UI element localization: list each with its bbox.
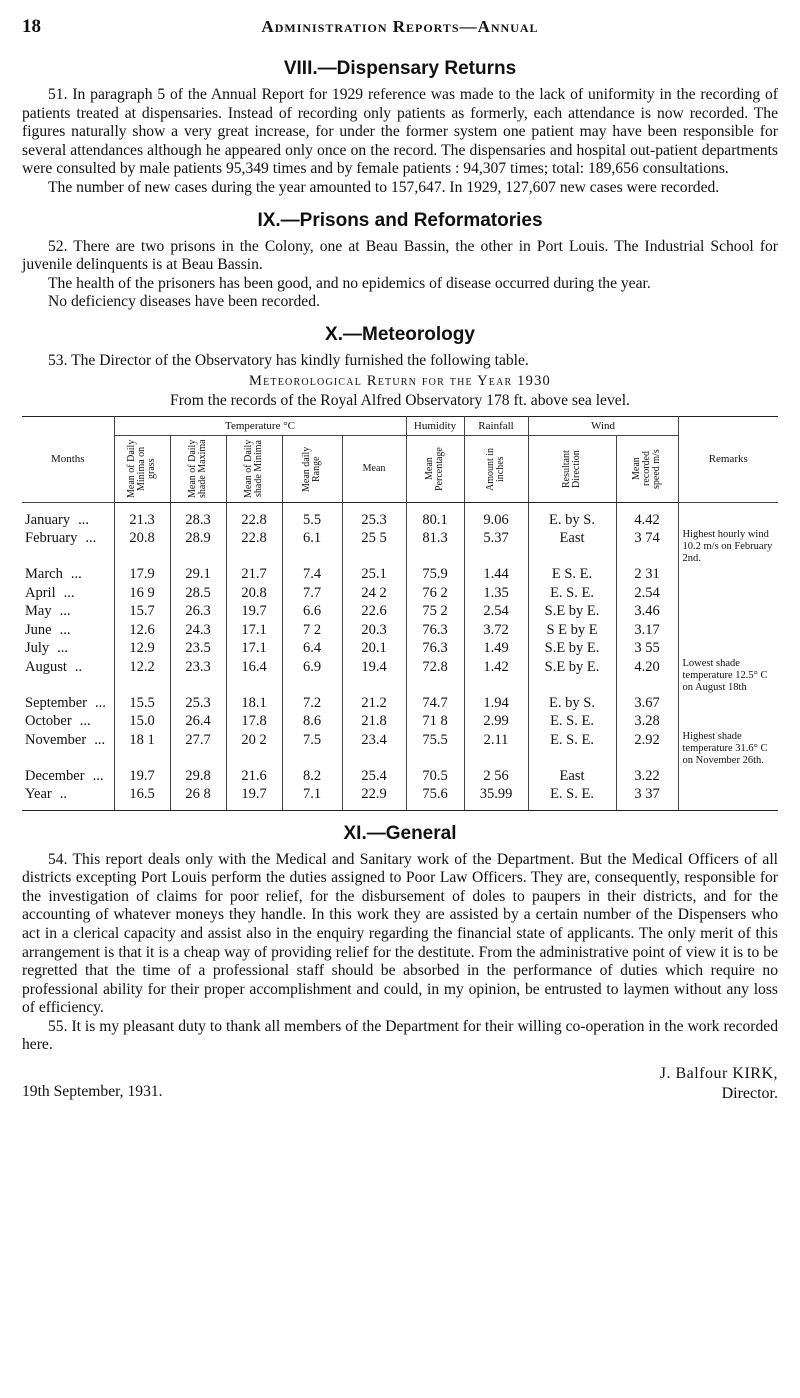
cell-mean-min-shade: 17.8 bbox=[226, 712, 282, 731]
cell-humidity: 71 8 bbox=[406, 712, 464, 731]
col-resultant-direction: Resultant Direction bbox=[528, 435, 616, 502]
cell-mean-min-shade: 22.8 bbox=[226, 502, 282, 529]
cell-rainfall: 2.11 bbox=[464, 731, 528, 767]
cell-wind-direction: S.E by E. bbox=[528, 658, 616, 694]
cell-mean-min-shade: 17.1 bbox=[226, 621, 282, 640]
cell-mean-max-shade: 28.5 bbox=[170, 584, 226, 603]
cell-mean-min-grass: 12.2 bbox=[114, 658, 170, 694]
cell-month: October ... bbox=[22, 712, 114, 731]
running-head bbox=[22, 14, 778, 44]
cell-wind-direction: E. by S. bbox=[528, 502, 616, 529]
cell-month: September ... bbox=[22, 694, 114, 713]
table-row bbox=[22, 658, 778, 694]
col-mean-min-shade: Mean of Daily shade Minima bbox=[226, 435, 282, 502]
cell-rainfall: 35.99 bbox=[464, 785, 528, 810]
group-humidity: Humidity bbox=[406, 416, 464, 435]
cell-mean-range: 6.6 bbox=[282, 602, 342, 621]
cell-wind-speed: 2.92 bbox=[616, 731, 678, 767]
cell-mean-min-grass: 15.7 bbox=[114, 602, 170, 621]
para-52: 52. There are two prisons in the Colony, one at Beau Bassin, the other in Port Louis. The Industrial School for juvenile delinquents is at Beau Bassin. bbox=[22, 237, 778, 274]
cell-wind-direction: East bbox=[528, 529, 616, 565]
table-row bbox=[22, 767, 778, 786]
heading-prisons: IX.—Prisons and Reformatories bbox=[257, 209, 543, 231]
cell-mean-min-shade: 22.8 bbox=[226, 529, 282, 565]
para-55: 55. It is my pleasant duty to thank all members of the Department for their willing co-operation in the work recorded here. bbox=[22, 1017, 778, 1054]
para-54: 54. This report deals only with the Medical and Sanitary work of the Department. But the Medical Officers of all districts excepting Port Louis perform the duties assigned to Poor Law Officers. They are, consequently, responsible for the investigation of claims for poor relief, for the disbursement of doles to paupers in their districts, and for the accounting of whatever moneys they handle. In this work they are assisted by a certain number of the Dispensers who act in a clerical capacity and assist also in the enquiry regarding the financial state of applicants. The only merit of this arrangement is that it is a cheap way of providing relief for the destitute. From the administrative point of view it is to be regretted that the time of a professional staff should be absorbed in the performance of duties which require no professional ability for their proper accomplishment and could, in my opinion, be entrusted to laymen without any loss of efficiency. bbox=[22, 850, 778, 1017]
cell-mean-max-shade: 29.8 bbox=[170, 767, 226, 786]
cell-wind-direction: S E by E bbox=[528, 621, 616, 640]
cell-mean-range: 5.5 bbox=[282, 502, 342, 529]
cell-month: February ... bbox=[22, 529, 114, 565]
cell-rainfall: 1.49 bbox=[464, 639, 528, 658]
cell-mean-range: 7.4 bbox=[282, 565, 342, 584]
cell-remark bbox=[678, 565, 778, 584]
cell-mean-range: 6.9 bbox=[282, 658, 342, 694]
table-row bbox=[22, 584, 778, 603]
cell-remark: Highest hourly wind 10.2 m/s on February 2nd. bbox=[682, 529, 773, 565]
col-mean-speed: Mean recorded speed m/s bbox=[616, 435, 678, 502]
cell-month: March ... bbox=[22, 565, 114, 584]
cell-remark bbox=[678, 621, 778, 640]
cell-month: July ... bbox=[22, 639, 114, 658]
cell-rainfall: 2.99 bbox=[464, 712, 528, 731]
col-mean-min-grass: Mean of Daily Minima on grass bbox=[114, 435, 170, 502]
cell-wind-speed: 3 37 bbox=[616, 785, 678, 810]
col-mean-percentage: Mean Percentage bbox=[406, 435, 464, 502]
cell-remark: Lowest shade temperature 12.5° C on August 18th bbox=[682, 657, 768, 693]
cell-mean-min-shade: 16.4 bbox=[226, 658, 282, 694]
table-row bbox=[22, 565, 778, 584]
cell-mean-min-shade: 21.6 bbox=[226, 767, 282, 786]
cell-humidity: 80.1 bbox=[406, 502, 464, 529]
cell-humidity: 75.5 bbox=[406, 731, 464, 767]
cell-rainfall: 1.44 bbox=[464, 565, 528, 584]
cell-wind-direction: S.E by E. bbox=[528, 602, 616, 621]
cell-mean: 25.3 bbox=[342, 502, 406, 529]
cell-wind-speed: 3.17 bbox=[616, 621, 678, 640]
cell-mean: 25.4 bbox=[342, 767, 406, 786]
cell-rainfall: 2 56 bbox=[464, 767, 528, 786]
cell-humidity: 76.3 bbox=[406, 639, 464, 658]
cell-mean-min-grass: 15.5 bbox=[114, 694, 170, 713]
cell-wind-speed: 3.22 bbox=[616, 767, 678, 786]
cell-rainfall: 5.37 bbox=[464, 529, 528, 565]
cell-mean: 20.3 bbox=[342, 621, 406, 640]
cell-mean-min-grass: 16.5 bbox=[114, 785, 170, 810]
cell-mean-min-shade: 19.7 bbox=[226, 785, 282, 810]
cell-wind-speed: 3 74 bbox=[616, 529, 678, 565]
cell-mean-max-shade: 23.5 bbox=[170, 639, 226, 658]
cell-mean-max-shade: 26.4 bbox=[170, 712, 226, 731]
para-new-cases: The number of new cases during the year amounted to 157,647. In 1929, 127,607 new cases were recorded. bbox=[48, 178, 720, 196]
cell-mean-min-shade: 17.1 bbox=[226, 639, 282, 658]
cell-rainfall: 1.94 bbox=[464, 694, 528, 713]
heading-dispensary-returns: VIII.—Dispensary Returns bbox=[283, 58, 517, 79]
table-source: From the records of the Royal Alfred Observatory 178 ft. above sea level. bbox=[170, 391, 630, 409]
cell-mean-max-shade: 26.3 bbox=[170, 602, 226, 621]
cell-month: April ... bbox=[22, 584, 114, 603]
cell-mean-max-shade: 29.1 bbox=[170, 565, 226, 584]
cell-mean-min-grass: 15.0 bbox=[114, 712, 170, 731]
cell-mean: 21.8 bbox=[342, 712, 406, 731]
cell-remark bbox=[678, 639, 778, 658]
cell-mean-range: 8.6 bbox=[282, 712, 342, 731]
col-mean-range: Mean daily Range bbox=[282, 435, 342, 502]
cell-wind-direction: E. S. E. bbox=[528, 712, 616, 731]
cell-wind-direction: E. by S. bbox=[528, 694, 616, 713]
cell-mean: 19.4 bbox=[342, 658, 406, 694]
cell-mean-min-grass: 20.8 bbox=[114, 529, 170, 565]
cell-mean-min-shade: 19.7 bbox=[226, 602, 282, 621]
table-row bbox=[22, 502, 778, 529]
cell-mean: 25 5 bbox=[342, 529, 406, 565]
cell-wind-direction: E S. E. bbox=[528, 565, 616, 584]
page-number: 18 bbox=[22, 16, 41, 37]
cell-humidity: 76.3 bbox=[406, 621, 464, 640]
cell-mean-max-shade: 26 8 bbox=[170, 785, 226, 810]
cell-month: December ... bbox=[22, 767, 114, 786]
table-row bbox=[22, 602, 778, 621]
cell-mean-max-shade: 23.3 bbox=[170, 658, 226, 694]
cell-month: Year .. bbox=[22, 785, 114, 810]
cell-mean-range: 7.2 bbox=[282, 694, 342, 713]
cell-mean: 25.1 bbox=[342, 565, 406, 584]
cell-wind-speed: 4.20 bbox=[616, 658, 678, 694]
cell-wind-direction: E. S. E. bbox=[528, 584, 616, 603]
table-body bbox=[22, 502, 778, 810]
cell-rainfall: 9.06 bbox=[464, 502, 528, 529]
cell-humidity: 75.9 bbox=[406, 565, 464, 584]
cell-wind-speed: 2 31 bbox=[616, 565, 678, 584]
cell-mean-min-grass: 16 9 bbox=[114, 584, 170, 603]
cell-mean-range: 6.4 bbox=[282, 639, 342, 658]
cell-humidity: 72.8 bbox=[406, 658, 464, 694]
cell-remark bbox=[678, 584, 778, 603]
cell-mean: 22.6 bbox=[342, 602, 406, 621]
cell-humidity: 81.3 bbox=[406, 529, 464, 565]
cell-humidity: 70.5 bbox=[406, 767, 464, 786]
para-deficiency: No deficiency diseases have been recorded. bbox=[48, 293, 320, 311]
cell-wind-speed: 4.42 bbox=[616, 502, 678, 529]
cell-remark bbox=[678, 694, 778, 713]
table-row bbox=[22, 731, 778, 767]
cell-month: August .. bbox=[22, 658, 114, 694]
cell-remark: Highest shade temperature 31.6° C on November 26th. bbox=[682, 730, 768, 766]
heading-general: XI.—General bbox=[343, 822, 457, 844]
cell-wind-direction: S.E by E. bbox=[528, 639, 616, 658]
signature-name: J. Balfour KIRK, bbox=[659, 1065, 778, 1083]
para-prison-health: The health of the prisoners has been good, and no epidemics of disease occurred during the year. bbox=[48, 274, 651, 292]
cell-wind-direction: East bbox=[528, 767, 616, 786]
cell-month: November ... bbox=[22, 731, 114, 767]
cell-mean-range: 7 2 bbox=[282, 621, 342, 640]
cell-mean-max-shade: 25.3 bbox=[170, 694, 226, 713]
group-wind: Wind bbox=[528, 416, 678, 435]
document-page bbox=[22, 14, 778, 1109]
cell-humidity: 75 2 bbox=[406, 602, 464, 621]
cell-mean-min-shade: 20.8 bbox=[226, 584, 282, 603]
cell-remark bbox=[678, 602, 778, 621]
table-row bbox=[22, 785, 778, 810]
table-row bbox=[22, 529, 778, 565]
cell-mean-min-grass: 12.6 bbox=[114, 621, 170, 640]
cell-mean-max-shade: 27.7 bbox=[170, 731, 226, 767]
cell-mean-max-shade: 28.9 bbox=[170, 529, 226, 565]
col-amount-inches: Amount in inches bbox=[464, 435, 528, 502]
cell-mean-range: 7.1 bbox=[282, 785, 342, 810]
para-51: 51. In paragraph 5 of the Annual Report for 1929 reference was made to the lack of uniformity in the recording of patients treated at dispensaries. Instead of recording only patients as formerly, each attendance is now recorded. The figures naturally show a very great increase, for under the former system one patient may have been responsible for several attendances although he appeared only once on the record. The dispensaries and hospital out-patient departments were consulted by male patients 95,349 times and by female patients : 94,307 times; total: 189,656 consultations. bbox=[22, 86, 778, 178]
cell-mean-min-grass: 17.9 bbox=[114, 565, 170, 584]
cell-humidity: 76 2 bbox=[406, 584, 464, 603]
cell-mean-min-grass: 12.9 bbox=[114, 639, 170, 658]
table-row bbox=[22, 639, 778, 658]
cell-wind-speed: 3.67 bbox=[616, 694, 678, 713]
cell-mean: 20.1 bbox=[342, 639, 406, 658]
signature-title: Director. bbox=[721, 1085, 778, 1103]
cell-wind-speed: 3 55 bbox=[616, 639, 678, 658]
table-row bbox=[22, 694, 778, 713]
meteorological-table bbox=[22, 416, 778, 811]
cell-mean-min-shade: 20 2 bbox=[226, 731, 282, 767]
cell-rainfall: 3.72 bbox=[464, 621, 528, 640]
group-rainfall: Rainfall bbox=[464, 416, 528, 435]
table-row bbox=[22, 712, 778, 731]
cell-wind-speed: 3.46 bbox=[616, 602, 678, 621]
col-months: Months bbox=[22, 416, 114, 502]
para-53: 53. The Director of the Observatory has kindly furnished the following table. bbox=[48, 351, 529, 369]
table-row bbox=[22, 621, 778, 640]
cell-mean: 24 2 bbox=[342, 584, 406, 603]
cell-month: May ... bbox=[22, 602, 114, 621]
cell-humidity: 75.6 bbox=[406, 785, 464, 810]
group-temperature: Temperature °C bbox=[114, 416, 406, 435]
cell-mean-max-shade: 28.3 bbox=[170, 502, 226, 529]
cell-mean-min-shade: 18.1 bbox=[226, 694, 282, 713]
cell-mean-min-grass: 21.3 bbox=[114, 502, 170, 529]
cell-mean-min-grass: 19.7 bbox=[114, 767, 170, 786]
cell-humidity: 74.7 bbox=[406, 694, 464, 713]
cell-mean-min-grass: 18 1 bbox=[114, 731, 170, 767]
cell-wind-direction: E. S. E. bbox=[528, 785, 616, 810]
running-title: Administration Reports—Annual bbox=[261, 17, 539, 36]
cell-rainfall: 1.35 bbox=[464, 584, 528, 603]
cell-remark bbox=[678, 712, 778, 731]
cell-month: June ... bbox=[22, 621, 114, 640]
signature-date: 19th September, 1931. bbox=[22, 1083, 163, 1101]
cell-rainfall: 1.42 bbox=[464, 658, 528, 694]
cell-mean-range: 8.2 bbox=[282, 767, 342, 786]
col-mean-max-shade: Mean of Daily shade Maxima bbox=[170, 435, 226, 502]
cell-mean-max-shade: 24.3 bbox=[170, 621, 226, 640]
cell-remark bbox=[678, 502, 778, 529]
cell-mean: 21.2 bbox=[342, 694, 406, 713]
signature-block bbox=[22, 1061, 778, 1109]
cell-remark bbox=[678, 785, 778, 810]
cell-month: January ... bbox=[22, 502, 114, 529]
cell-wind-speed: 2.54 bbox=[616, 584, 678, 603]
cell-rainfall: 2.54 bbox=[464, 602, 528, 621]
heading-meteorology: X.—Meteorology bbox=[325, 323, 475, 345]
cell-mean-range: 7.7 bbox=[282, 584, 342, 603]
cell-mean-min-shade: 21.7 bbox=[226, 565, 282, 584]
cell-remark bbox=[678, 767, 778, 786]
cell-wind-direction: E. S. E. bbox=[528, 731, 616, 767]
cell-mean-range: 7.5 bbox=[282, 731, 342, 767]
cell-mean: 23.4 bbox=[342, 731, 406, 767]
cell-wind-speed: 3.28 bbox=[616, 712, 678, 731]
col-mean: Mean bbox=[342, 435, 406, 502]
table-title: Meteorological Return for the Year 1930 bbox=[249, 372, 551, 389]
cell-mean-range: 6.1 bbox=[282, 529, 342, 565]
col-remarks: Remarks bbox=[678, 416, 778, 502]
cell-mean: 22.9 bbox=[342, 785, 406, 810]
